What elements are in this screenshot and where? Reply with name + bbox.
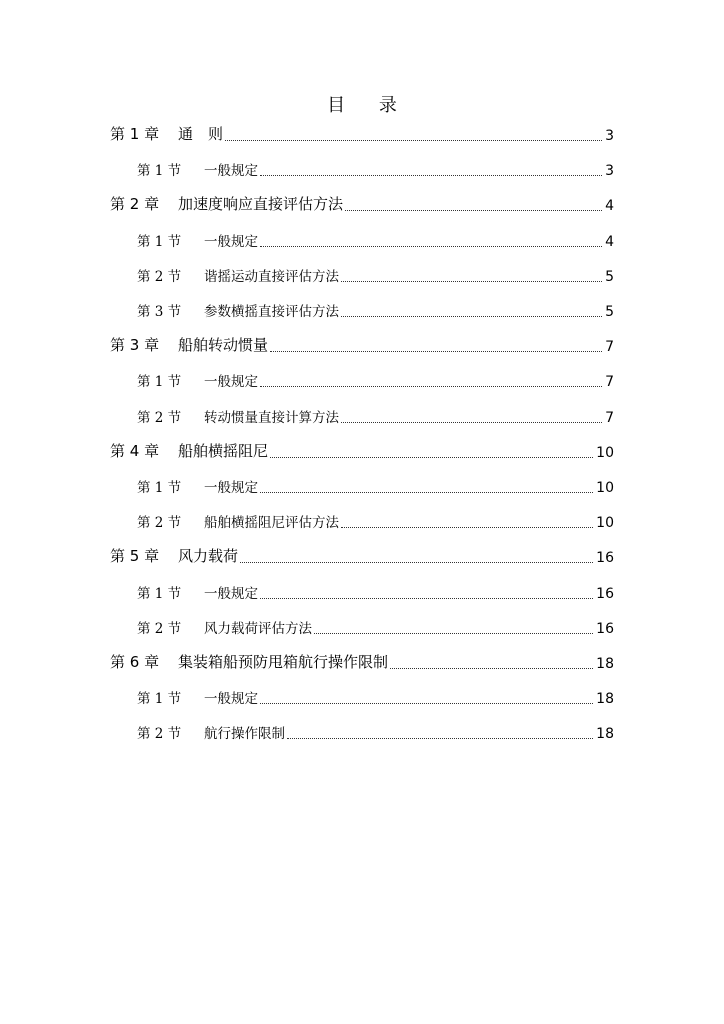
toc-entry-number: 第 2 节: [137, 620, 182, 637]
toc-entry-label: 风力载荷: [178, 547, 239, 566]
toc-section-entry[interactable]: [137, 300, 614, 324]
toc-entry-number: 第 1 节: [137, 163, 182, 180]
toc-entry-page-number: 3: [605, 163, 614, 180]
toc-entry-label: 通 则: [178, 125, 224, 143]
dot-leader: [225, 140, 602, 141]
toc-entry-number: 第 2 节: [137, 726, 182, 743]
toc-section-entry[interactable]: [137, 582, 614, 606]
toc-title: 目 录: [327, 95, 411, 116]
dot-leader: [390, 668, 593, 669]
toc-entry-label: 转动惯量直接计算方法: [204, 409, 339, 426]
toc-entry-label: 风力载荷评估方法: [204, 620, 312, 637]
toc-entry-number: 第 5 章: [110, 547, 160, 566]
toc-entry-number: 第 3 章: [110, 336, 160, 355]
toc-entry-label: 船舶横摇阻尼: [178, 441, 269, 460]
toc-entry-number: 第 1 节: [137, 691, 182, 708]
dot-leader: [260, 175, 602, 176]
toc-entry-number: 第 2 节: [137, 409, 182, 426]
toc-entry-page-number: 18: [596, 691, 614, 708]
toc-entry-label: 集装箱船预防甩箱航行操作限制: [178, 653, 389, 671]
toc-section-entry[interactable]: [137, 476, 614, 500]
toc-entry-page-number: 5: [605, 268, 614, 285]
toc-entry-label: 参数横摇直接评估方法: [204, 304, 339, 320]
toc-section-entry[interactable]: [137, 265, 614, 289]
toc-chapter-entry[interactable]: [110, 652, 614, 676]
toc-chapter-entry[interactable]: [110, 335, 614, 359]
toc-section-entry[interactable]: [137, 406, 614, 430]
toc-entry-number: 第 1 节: [137, 585, 182, 602]
toc-chapter-entry[interactable]: [110, 124, 614, 148]
toc-entry-number: 第 2 章: [110, 195, 160, 214]
toc-entry-label: 加速度响应直接评估方法: [178, 195, 344, 214]
toc-chapter-entry[interactable]: [110, 194, 614, 218]
toc-section-entry[interactable]: [137, 617, 614, 641]
toc-entry-page-number: 10: [596, 515, 614, 532]
toc-entry-number: 第 6 章: [110, 653, 160, 671]
toc-entry-label: 航行操作限制: [204, 726, 285, 743]
toc-entry-page-number: 18: [596, 656, 614, 672]
toc-entry-page-number: 16: [596, 585, 614, 602]
toc-entry-label: 一般规定: [204, 691, 258, 708]
toc-entry-number: 第 1 节: [137, 480, 182, 496]
toc-entry-page-number: 16: [596, 620, 614, 637]
toc-entry-label: 一般规定: [204, 585, 258, 602]
toc-entry-page-number: 10: [596, 444, 614, 461]
dot-leader: [341, 422, 602, 423]
toc-entry-number: 第 1 节: [137, 374, 182, 391]
toc-entry-label: 船舶转动惯量: [178, 336, 269, 355]
toc-section-entry[interactable]: [137, 722, 614, 746]
dot-leader: [270, 351, 602, 352]
toc-entry-label: 一般规定: [204, 480, 258, 496]
toc-chapter-entry[interactable]: [110, 546, 614, 570]
toc-entry-page-number: 7: [605, 409, 614, 426]
dot-leader: [240, 562, 593, 563]
toc-section-entry[interactable]: [137, 511, 614, 535]
dot-leader: [270, 457, 593, 458]
toc-entry-page-number: 5: [605, 304, 614, 320]
toc-entry-page-number: 18: [596, 726, 614, 743]
dot-leader: [260, 246, 602, 247]
toc-entry-page-number: 4: [605, 233, 614, 250]
toc-entry-label: 一般规定: [204, 233, 258, 250]
toc-entry-page-number: 16: [596, 550, 614, 567]
dot-leader: [260, 492, 593, 493]
toc-entry-page-number: 3: [605, 128, 614, 144]
dot-leader: [287, 738, 593, 739]
toc-entry-number: 第 2 节: [137, 268, 182, 285]
toc-entry-number: 第 2 节: [137, 515, 182, 532]
toc-entry-page-number: 10: [596, 480, 614, 496]
dot-leader: [260, 703, 593, 704]
toc-section-entry[interactable]: [137, 159, 614, 183]
toc-entry-label: 船舶横摇阻尼评估方法: [204, 515, 339, 532]
toc-entry-page-number: 7: [605, 339, 614, 356]
toc-entry-label: 一般规定: [204, 374, 258, 391]
dot-leader: [341, 281, 602, 282]
dot-leader: [345, 210, 602, 211]
toc-section-entry[interactable]: [137, 230, 614, 254]
toc-entry-number: 第 4 章: [110, 441, 160, 460]
toc-entry-number: 第 1 节: [137, 233, 182, 250]
dot-leader: [341, 527, 593, 528]
toc-section-entry[interactable]: [137, 687, 614, 711]
toc-entry-label: 谐摇运动直接评估方法: [204, 268, 339, 285]
toc-section-entry[interactable]: [137, 370, 614, 394]
toc-entry-page-number: 4: [605, 198, 614, 215]
toc-entry-page-number: 7: [605, 374, 614, 391]
dot-leader: [314, 633, 593, 634]
toc-entry-number: 第 3 节: [137, 304, 182, 320]
dot-leader: [260, 598, 593, 599]
toc-entry-number: 第 1 章: [110, 125, 160, 143]
toc-entry-label: 一般规定: [204, 163, 258, 180]
toc-chapter-entry[interactable]: [110, 441, 614, 465]
dot-leader: [260, 386, 602, 387]
dot-leader: [341, 316, 602, 317]
